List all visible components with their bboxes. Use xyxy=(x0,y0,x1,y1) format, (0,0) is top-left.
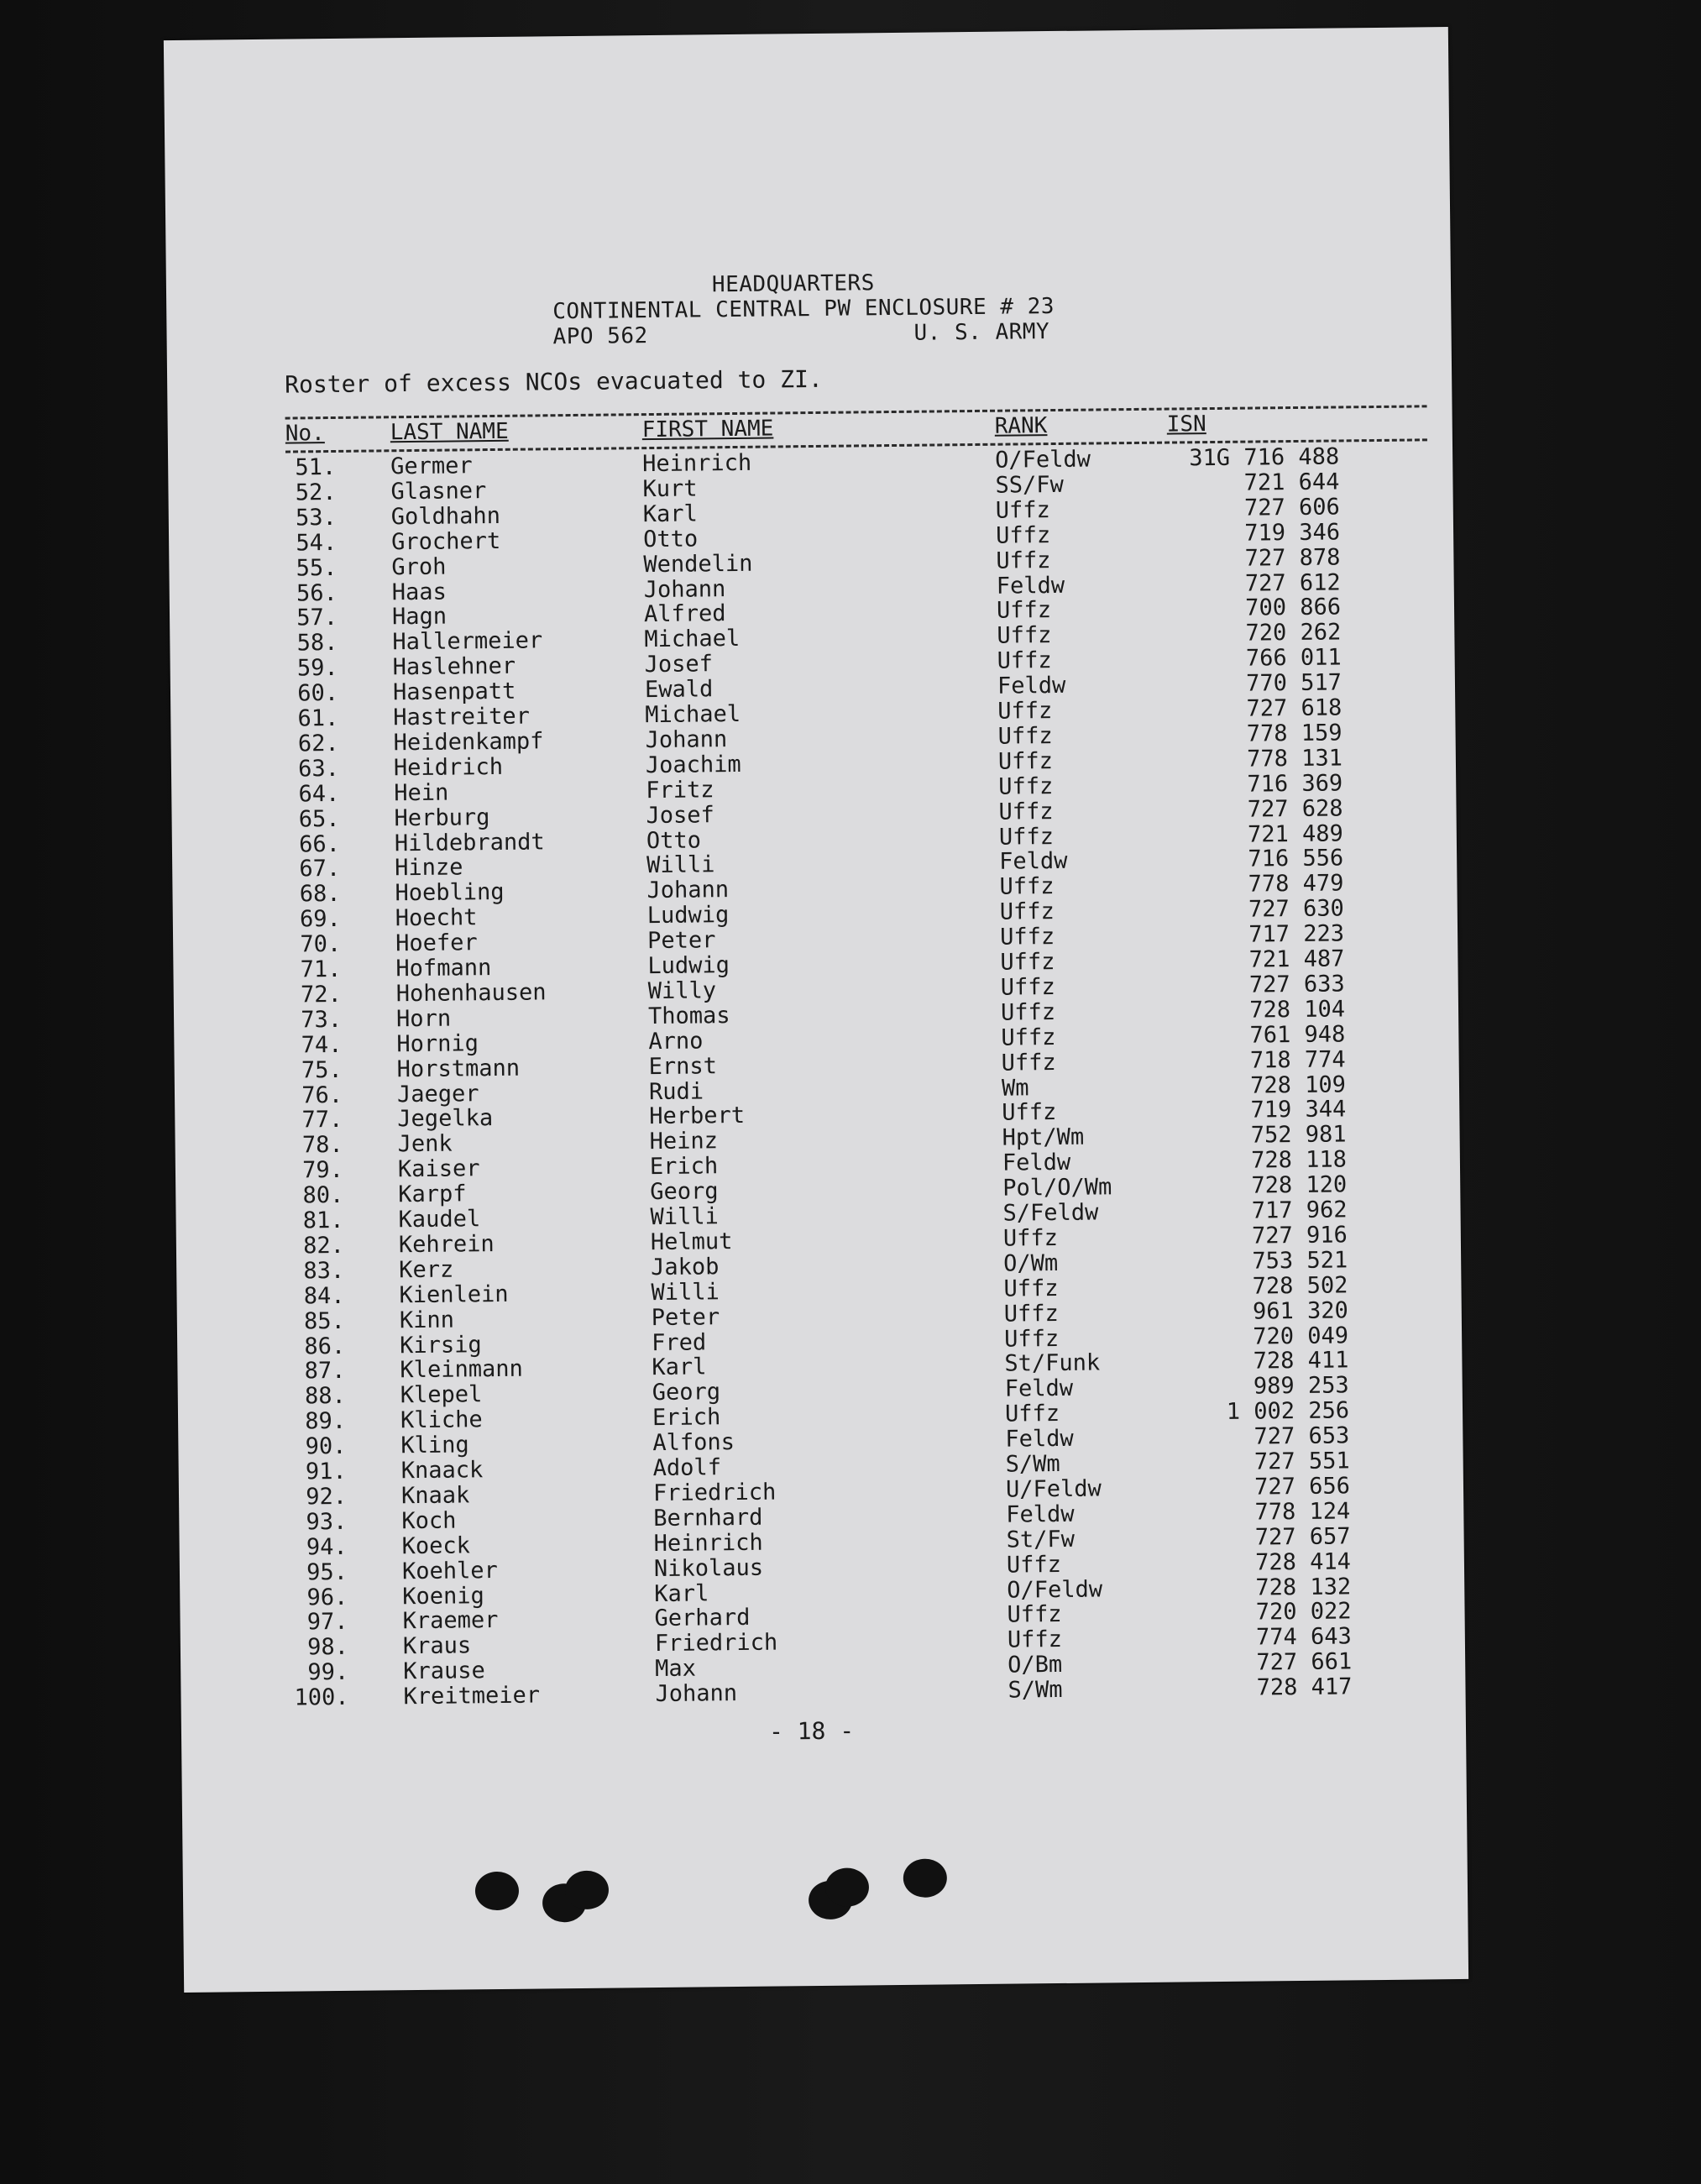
last-name-cell: Kleinmann xyxy=(400,1356,523,1384)
first-name-cell: Willi xyxy=(650,1203,720,1231)
first-name-cell: Gerhard xyxy=(654,1605,751,1632)
isn-cell: 727 661 xyxy=(1256,1648,1353,1676)
row-number: 95. xyxy=(306,1558,348,1585)
row-number: 68. xyxy=(299,881,341,908)
row-number: 75. xyxy=(301,1056,343,1084)
last-name-cell: Hildebrandt xyxy=(394,828,545,856)
isn-cell: 727 656 xyxy=(1254,1473,1351,1501)
first-name-cell: Johann xyxy=(646,877,730,904)
isn-cell: 728 132 xyxy=(1255,1573,1352,1601)
last-name-cell: Hoecht xyxy=(395,904,478,932)
first-name-cell: Peter xyxy=(646,927,716,955)
rank-cell: Uffz xyxy=(1000,973,1055,1001)
first-name-cell: Josef xyxy=(644,651,714,678)
isn-cell: 752 981 xyxy=(1250,1121,1347,1149)
row-number: 52. xyxy=(295,479,337,506)
last-name-cell: Jegelka xyxy=(397,1105,494,1133)
isn-cell: 989 253 xyxy=(1253,1372,1349,1400)
page-number: - 18 - xyxy=(768,1716,855,1746)
row-number: 77. xyxy=(301,1107,343,1134)
first-name-cell: Fred xyxy=(651,1328,707,1356)
rank-cell: Feldw xyxy=(999,848,1068,876)
last-name-cell: Kraus xyxy=(402,1632,472,1660)
rank-cell: Uffz xyxy=(1007,1626,1063,1653)
rank-cell: Feldw xyxy=(997,672,1066,699)
row-number: 88. xyxy=(304,1383,346,1410)
rank-cell: Uffz xyxy=(999,898,1055,925)
first-name-cell: Otto xyxy=(642,526,699,553)
last-name-cell: Karpf xyxy=(398,1181,467,1208)
row-number: 80. xyxy=(302,1181,344,1209)
first-name-cell: Ludwig xyxy=(646,902,730,930)
isn-cell: 961 320 xyxy=(1252,1296,1348,1325)
row-number: 73. xyxy=(301,1006,343,1034)
isn-cell: 717 962 xyxy=(1251,1197,1348,1224)
first-name-cell: Peter xyxy=(651,1303,720,1331)
last-name-cell: Groh xyxy=(391,553,447,580)
first-name-cell: Johann xyxy=(643,575,726,603)
isn-cell: 727 618 xyxy=(1246,694,1342,722)
rank-cell: Uffz xyxy=(996,597,1052,625)
row-number: 76. xyxy=(301,1082,343,1108)
isn-cell: 728 414 xyxy=(1254,1548,1352,1576)
last-name-cell: Kienlein xyxy=(399,1281,509,1308)
first-name-cell: Friedrich xyxy=(652,1479,777,1506)
first-name-cell: Heinrich xyxy=(642,449,752,478)
isn-cell: 721 489 xyxy=(1247,820,1343,848)
last-name-cell: Knaak xyxy=(400,1482,470,1510)
last-name-cell: Hinze xyxy=(395,854,463,882)
first-name-cell: Ludwig xyxy=(647,952,730,980)
rank-cell: Pol/O/Wm xyxy=(1002,1174,1112,1202)
isn-cell: 719 346 xyxy=(1244,519,1341,547)
last-name-cell: Heidrich xyxy=(393,753,504,782)
first-name-cell: Willi xyxy=(646,851,715,879)
rank-cell: Uffz xyxy=(998,773,1054,800)
last-name-cell: Hofmann xyxy=(395,955,492,982)
last-name-cell: Koehler xyxy=(401,1557,498,1584)
first-name-cell: Herbert xyxy=(649,1102,746,1130)
roster-title: Roster of excess NCOs evacuated to ZI. xyxy=(284,364,823,399)
rank-cell: St/Fw xyxy=(1006,1526,1076,1553)
rank-cell: O/Wm xyxy=(1003,1249,1059,1277)
first-name-cell: Jakob xyxy=(651,1254,720,1281)
header-apo: APO 562 xyxy=(552,323,648,350)
isn-cell: 728 411 xyxy=(1253,1347,1349,1375)
last-name-cell: Herburg xyxy=(394,804,490,831)
last-name-cell: Hagn xyxy=(391,603,447,631)
first-name-cell: Ewald xyxy=(644,676,714,704)
isn-cell: 717 223 xyxy=(1248,920,1345,948)
first-name-cell: Michael xyxy=(645,700,741,729)
isn-cell: 727 633 xyxy=(1248,971,1345,998)
last-name-cell: Kling xyxy=(400,1432,469,1459)
last-name-cell: Horstmann xyxy=(396,1055,521,1082)
rank-cell: Uffz xyxy=(1006,1551,1062,1579)
isn-cell: 778 159 xyxy=(1246,720,1342,747)
isn-cell: 727 657 xyxy=(1254,1523,1351,1551)
row-number: 74. xyxy=(301,1031,343,1059)
last-name-cell: Hornig xyxy=(396,1029,479,1057)
last-name-cell: Grochert xyxy=(390,527,501,555)
rank-cell: Feldw xyxy=(1006,1501,1075,1528)
row-number: 55. xyxy=(296,554,338,582)
last-name-cell: Horn xyxy=(395,1005,452,1033)
last-name-cell: Hein xyxy=(394,779,449,806)
isn-cell: 727 551 xyxy=(1254,1448,1350,1475)
row-number: 78. xyxy=(301,1132,343,1159)
last-name-cell: Hoebling xyxy=(395,879,505,907)
row-number: 94. xyxy=(306,1533,348,1561)
column-header-last-name: LAST NAME xyxy=(390,418,509,446)
isn-cell: 766 011 xyxy=(1245,644,1342,672)
row-number: 89. xyxy=(305,1408,347,1435)
document-page xyxy=(164,27,1468,1993)
row-number: 83. xyxy=(303,1257,345,1285)
last-name-cell: Kraemer xyxy=(402,1607,499,1635)
first-name-cell: Adolf xyxy=(652,1454,722,1482)
isn-cell: 719 344 xyxy=(1250,1096,1347,1123)
last-name-cell: Hohenhausen xyxy=(395,979,547,1008)
rank-cell: Uffz xyxy=(1003,1275,1059,1302)
first-name-cell: Karl xyxy=(642,500,698,527)
last-name-cell: Haas xyxy=(391,579,447,605)
row-number: 99. xyxy=(307,1659,349,1686)
isn-cell: 727 628 xyxy=(1247,795,1343,823)
isn-cell: 720 262 xyxy=(1245,619,1342,647)
row-number: 81. xyxy=(302,1207,344,1234)
last-name-cell: Koenig xyxy=(402,1582,484,1610)
last-name-cell: Germer xyxy=(390,453,473,480)
rank-cell: Uffz xyxy=(1001,1024,1056,1051)
first-name-cell: Josef xyxy=(646,801,715,829)
isn-cell: 728 417 xyxy=(1256,1673,1353,1701)
header-army: U. S. ARMY xyxy=(913,319,1050,346)
last-name-cell: Kirsig xyxy=(399,1331,482,1359)
row-number: 59. xyxy=(296,655,338,682)
isn-cell: 720 049 xyxy=(1253,1322,1349,1350)
row-number: 72. xyxy=(300,981,342,1008)
row-number: 96. xyxy=(306,1584,348,1611)
rank-cell: Feldw xyxy=(1005,1425,1074,1453)
rank-cell: St/Funk xyxy=(1004,1349,1101,1378)
isn-cell: 716 369 xyxy=(1247,770,1343,798)
rank-cell: Uffz xyxy=(1003,1325,1060,1353)
isn-cell: 727 653 xyxy=(1254,1422,1350,1450)
isn-cell: 700 866 xyxy=(1245,594,1342,622)
rank-cell: Uffz xyxy=(995,496,1050,524)
last-name-cell: Koeck xyxy=(401,1532,471,1559)
row-number: 63. xyxy=(298,755,340,783)
rank-cell: Uffz xyxy=(997,647,1052,674)
rank-cell: U/Feldw xyxy=(1005,1475,1102,1503)
row-number: 61. xyxy=(297,704,339,732)
isn-cell: 727 612 xyxy=(1244,568,1341,597)
last-name-cell: Hasenpatt xyxy=(392,678,516,706)
last-name-cell: Kliche xyxy=(400,1406,483,1434)
first-name-cell: Willy xyxy=(647,977,717,1004)
first-name-cell: Ernst xyxy=(648,1052,718,1080)
last-name-cell: Glasner xyxy=(390,477,487,505)
first-name-cell: Johann xyxy=(655,1680,738,1708)
punch-hole xyxy=(565,1871,609,1910)
row-number: 60. xyxy=(297,680,339,707)
first-name-cell: Joachim xyxy=(645,751,741,778)
rank-cell: Uffz xyxy=(997,698,1053,725)
first-name-cell: Max xyxy=(655,1655,697,1683)
column-header-isn: ISN xyxy=(1166,411,1206,437)
last-name-cell: Klepel xyxy=(400,1381,483,1409)
header-dash-line-top xyxy=(285,405,1427,419)
row-number: 66. xyxy=(298,830,341,857)
rank-cell: Uffz xyxy=(997,722,1053,750)
rank-cell: O/Bm xyxy=(1008,1652,1063,1679)
last-name-cell: Kreitmeier xyxy=(403,1682,541,1710)
isn-cell: 728 109 xyxy=(1250,1071,1347,1099)
rank-cell: Uffz xyxy=(996,547,1051,574)
first-name-cell: Willi xyxy=(651,1278,720,1306)
row-number: 71. xyxy=(300,956,342,983)
last-name-cell: Haslehner xyxy=(392,652,516,681)
row-number: 54. xyxy=(296,529,338,557)
row-number: 53. xyxy=(295,504,337,532)
rank-cell: Uffz xyxy=(999,873,1055,901)
last-name-cell: Koch xyxy=(401,1507,457,1534)
first-name-cell: Bernhard xyxy=(653,1504,763,1532)
last-name-cell: Kaiser xyxy=(397,1155,480,1183)
row-number: 91. xyxy=(305,1458,347,1485)
last-name-cell: Hastreiter xyxy=(393,703,531,731)
column-header-no: No. xyxy=(285,421,325,447)
isn-cell: 778 479 xyxy=(1248,870,1344,898)
last-name-cell: Heidenkampf xyxy=(393,728,544,757)
isn-cell: 778 131 xyxy=(1246,745,1343,773)
rank-cell: Uffz xyxy=(997,622,1052,650)
rank-cell: Feldw xyxy=(1004,1375,1074,1402)
first-name-cell: Georg xyxy=(652,1379,721,1406)
last-name-cell: Goldhahn xyxy=(390,502,501,531)
isn-cell: 728 118 xyxy=(1250,1146,1348,1174)
last-name-cell: Krause xyxy=(403,1658,485,1685)
last-name-cell: Kerz xyxy=(399,1256,454,1284)
row-number: 92. xyxy=(306,1483,348,1511)
first-name-cell: Helmut xyxy=(650,1228,733,1255)
rank-cell: Uffz xyxy=(1001,1049,1056,1076)
punch-hole xyxy=(903,1858,947,1898)
isn-cell: 728 502 xyxy=(1252,1272,1348,1300)
row-number: 87. xyxy=(304,1358,346,1385)
row-number: 70. xyxy=(300,931,342,958)
row-number: 93. xyxy=(306,1508,348,1536)
row-number: 57. xyxy=(296,605,338,631)
first-name-cell: Fritz xyxy=(646,776,714,804)
row-number: 79. xyxy=(302,1157,344,1184)
rank-cell: Hpt/Wm xyxy=(1002,1123,1085,1151)
row-number: 58. xyxy=(296,630,338,657)
isn-cell: 728 120 xyxy=(1251,1171,1348,1199)
row-number: 90. xyxy=(305,1432,347,1460)
isn-cell: 774 643 xyxy=(1255,1623,1353,1651)
rank-cell: Uffz xyxy=(1002,1099,1057,1127)
rank-cell: O/Feldw xyxy=(1007,1575,1103,1604)
isn-cell: 718 774 xyxy=(1249,1045,1346,1074)
rank-cell: S/Wm xyxy=(1005,1450,1060,1478)
row-number: 82. xyxy=(302,1232,345,1260)
header-enclosure: CONTINENTAL CENTRAL PW ENCLOSURE # 23 xyxy=(552,293,1055,325)
first-name-cell: Karl xyxy=(652,1354,707,1381)
isn-cell: 721 487 xyxy=(1248,945,1345,973)
first-name-cell: Michael xyxy=(644,626,741,653)
first-name-cell: Kurt xyxy=(642,475,698,503)
first-name-cell: Erich xyxy=(652,1404,721,1432)
last-name-cell: Jaeger xyxy=(396,1080,479,1108)
rank-cell: Uffz xyxy=(999,924,1055,951)
rank-cell: Uffz xyxy=(1000,949,1055,976)
row-number: 67. xyxy=(299,856,341,883)
row-number: 62. xyxy=(297,730,339,757)
rank-cell: S/Wm xyxy=(1008,1677,1063,1704)
first-name-cell: Karl xyxy=(654,1579,709,1607)
first-name-cell: Heinrich xyxy=(653,1529,763,1557)
isn-cell: 728 104 xyxy=(1249,996,1346,1024)
first-name-cell: Alfons xyxy=(652,1429,735,1457)
rank-cell: Uffz xyxy=(1004,1401,1060,1427)
rank-cell: O/Feldw xyxy=(994,446,1091,474)
last-name-cell: Jenk xyxy=(397,1130,453,1158)
first-name-cell: Alfred xyxy=(643,600,726,628)
rank-cell: Uffz xyxy=(995,521,1051,549)
last-name-cell: Kehrein xyxy=(398,1230,495,1259)
punch-hole xyxy=(475,1872,519,1911)
rank-cell: Uffz xyxy=(997,747,1054,775)
isn-cell: 778 124 xyxy=(1254,1498,1351,1526)
row-number: 97. xyxy=(306,1609,348,1636)
row-number: 69. xyxy=(299,906,342,933)
isn-cell: 727 878 xyxy=(1244,544,1341,572)
first-name-cell: Georg xyxy=(650,1178,719,1206)
isn-cell: 720 022 xyxy=(1255,1598,1352,1626)
row-number: 84. xyxy=(303,1282,345,1310)
rank-cell: Feldw xyxy=(996,572,1065,600)
row-number: 85. xyxy=(303,1307,346,1335)
first-name-cell: Wendelin xyxy=(643,550,753,578)
column-header-rank: RANK xyxy=(994,413,1048,439)
last-name-cell: Kaudel xyxy=(398,1206,481,1233)
last-name-cell: Hallermeier xyxy=(392,627,543,656)
rank-cell: Uffz xyxy=(1002,1224,1059,1252)
row-number: 65. xyxy=(298,805,340,833)
first-name-cell: Otto xyxy=(646,826,702,854)
isn-cell: 31G 716 488 xyxy=(1189,443,1340,472)
first-name-cell: Arno xyxy=(648,1028,704,1055)
isn-cell: 716 556 xyxy=(1248,845,1344,872)
rank-cell: Uffz xyxy=(1000,998,1056,1026)
column-header-first-name: FIRST NAME xyxy=(641,416,774,443)
header-headquarters: HEADQUARTERS xyxy=(711,270,875,298)
row-number: 64. xyxy=(298,780,340,808)
rank-cell: Wm xyxy=(1001,1074,1029,1102)
isn-cell: 727 630 xyxy=(1248,895,1344,923)
rank-cell: Uffz xyxy=(1007,1601,1062,1629)
isn-cell: 761 948 xyxy=(1249,1021,1346,1049)
last-name-cell: Hoefer xyxy=(395,930,478,957)
first-name-cell: Friedrich xyxy=(654,1629,778,1658)
rank-cell: Uffz xyxy=(1003,1300,1059,1328)
row-number: 100. xyxy=(294,1684,349,1711)
isn-cell: 721 644 xyxy=(1243,469,1340,496)
rank-cell: SS/Fw xyxy=(995,471,1064,499)
isn-cell: 770 517 xyxy=(1246,669,1342,697)
isn-cell: 727 606 xyxy=(1243,494,1340,521)
rank-cell: Feldw xyxy=(1002,1150,1071,1176)
rank-cell: Uffz xyxy=(998,798,1054,825)
first-name-cell: Thomas xyxy=(647,1002,730,1029)
row-number: 86. xyxy=(304,1333,346,1359)
last-name-cell: Knaack xyxy=(400,1457,484,1485)
row-number: 51. xyxy=(295,453,337,481)
first-name-cell: Rudi xyxy=(648,1077,704,1105)
first-name-cell: Heinz xyxy=(649,1128,719,1155)
last-name-cell: Kinn xyxy=(399,1307,455,1333)
isn-cell: 753 521 xyxy=(1252,1247,1348,1275)
row-number: 56. xyxy=(296,579,338,606)
rank-cell: S/Feldw xyxy=(1002,1199,1099,1227)
punch-hole xyxy=(825,1867,869,1907)
first-name-cell: Nikolaus xyxy=(653,1554,764,1582)
row-number: 98. xyxy=(306,1634,349,1661)
isn-cell: 727 916 xyxy=(1251,1222,1348,1249)
first-name-cell: Johann xyxy=(645,725,728,754)
first-name-cell: Erich xyxy=(649,1153,719,1181)
isn-cell: 1 002 256 xyxy=(1226,1397,1350,1426)
rank-cell: Uffz xyxy=(998,823,1055,851)
